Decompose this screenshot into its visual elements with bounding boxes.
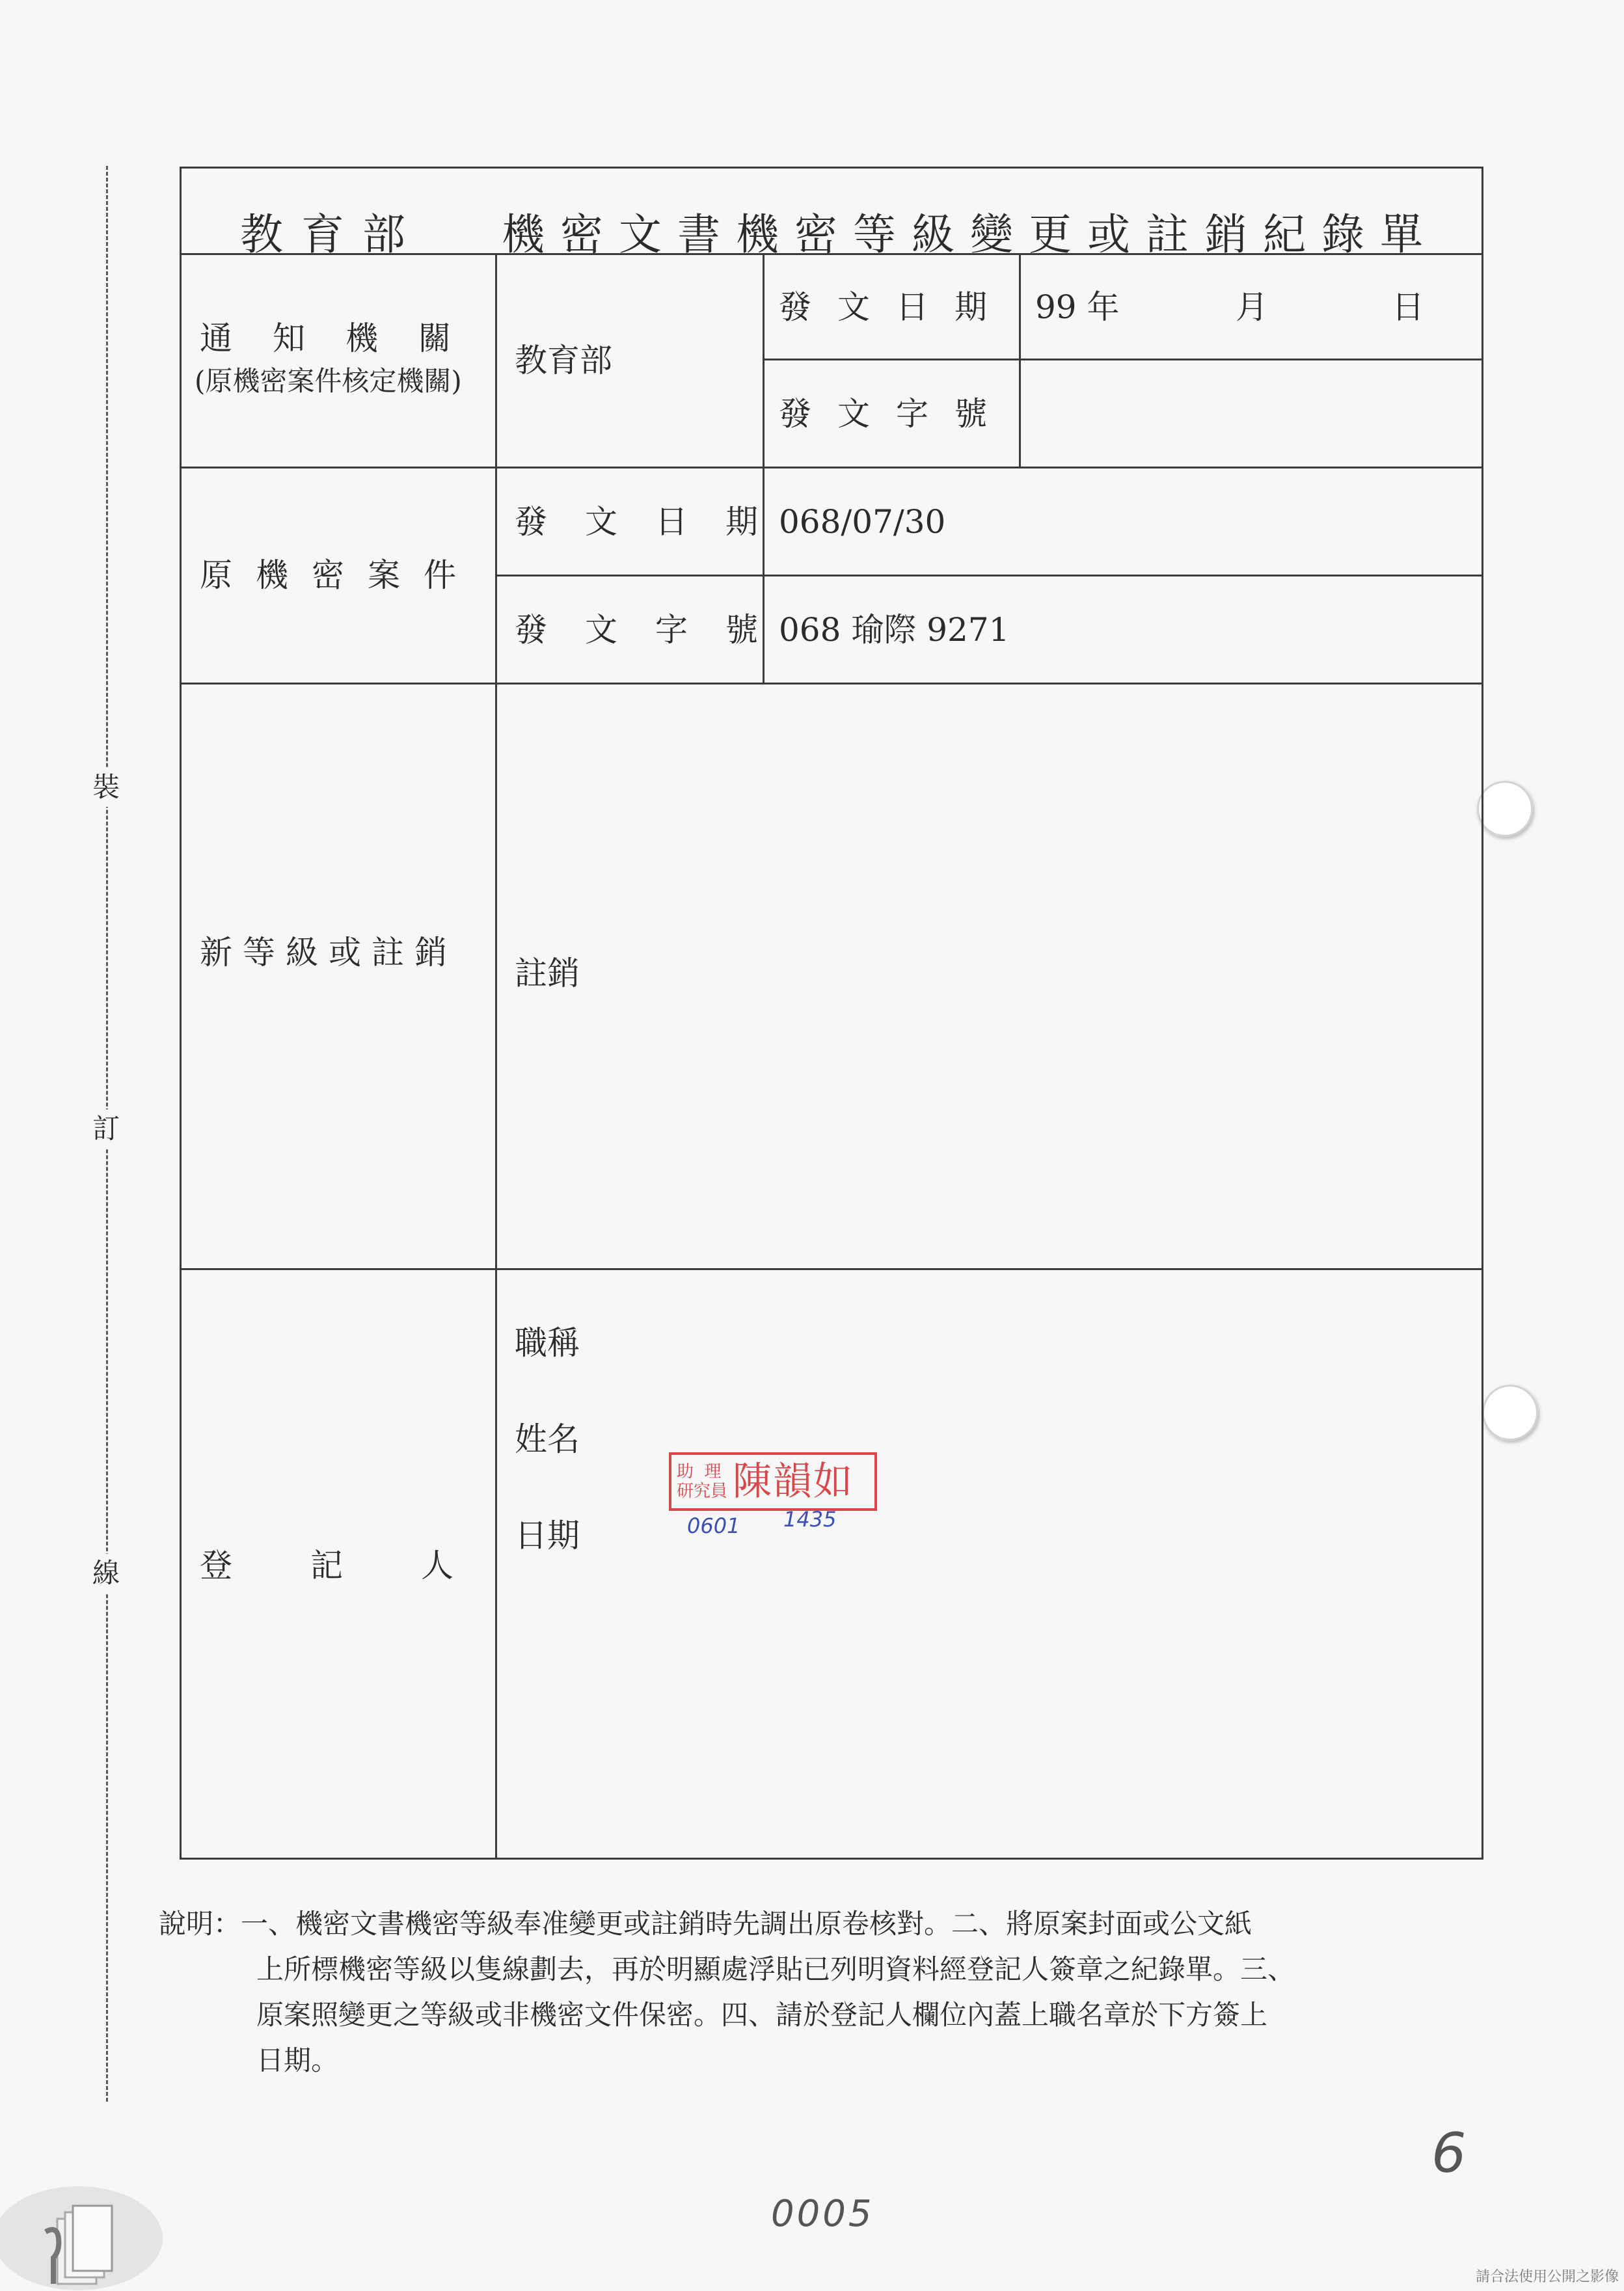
punch-hole-top [1477,781,1533,837]
rule-label-column [495,253,497,1859]
registrant-seal-stamp [669,1452,877,1511]
new-level-value: 註銷 [515,955,580,992]
record-form-table [180,167,1483,1860]
form-title-agency: 教育部 [240,210,424,260]
archive-logo-icon [0,2160,169,2290]
notify-agency-value: 教育部 [515,342,612,379]
seal-char-zhu: 助 [677,1462,694,1482]
notify-issue-year-unit: 年 [1087,288,1120,326]
notify-issue-day-unit: 日 [1392,288,1424,326]
original-doc-number-label: 發文字號 [515,611,796,649]
notify-agency-sublabel: (原機密案件核定機關) [195,365,462,397]
handwritten-date: 0601 [687,1513,740,1538]
seal-title-bottom [677,1482,727,1501]
registrant-name-label: 姓名 [515,1420,580,1458]
seal-char-yuan: 員 [710,1482,728,1501]
form-title [240,200,1439,262]
rule-notify-mid [763,359,1483,360]
original-issue-date-label: 發文日期 [515,503,796,541]
rule-original-valuecol [763,467,765,683]
form-notes [159,1901,1467,2083]
serial-number: 0005 [771,2193,874,2235]
notes-line-4: 日期。 [256,2044,339,2076]
page-number: 6 [1431,2121,1467,2185]
binding-mark-zhuang: 裝 [83,768,129,807]
notify-doc-number-label: 發文字號 [779,395,1013,433]
notify-issue-date-label: 發文日期 [779,288,1013,326]
seal-title [677,1462,727,1501]
registrant-title-label: 職稱 [515,1324,580,1362]
notify-issue-year-value: 99 [1035,288,1077,326]
original-case-label: 原機密案件 [200,556,480,594]
notify-issue-date-year [1035,288,1120,326]
seal-char-li: 理 [704,1462,722,1482]
notify-agency-label: 通知機關 [200,319,491,357]
punch-hole-bottom [1482,1385,1538,1441]
seal-char-yanjiu: 研究 [677,1482,711,1501]
notes-line-1: 說明：一、機密文書機密等級奉准變更或註銷時先調出原卷核對。二、將原案封面或公文紙 [159,1908,1252,1940]
registrant-label: 登記人 [200,1547,532,1584]
notify-issue-month-unit: 月 [1236,288,1268,326]
binding-mark-ding: 訂 [83,1109,129,1148]
rule-notify-subcol [763,253,765,467]
rule-newlevel-bottom [182,1268,1483,1270]
form-title-name: 機密文書機密等級變更或註銷紀錄單 [502,210,1439,260]
original-issue-date-value: 068/07/30 [779,503,946,541]
usage-watermark: 請合法使用公開之影像 [1475,2269,1619,2285]
rule-notify-valuecol [1019,253,1021,467]
binding-mark-xian: 線 [83,1554,129,1593]
handwritten-time: 1435 [783,1507,837,1532]
original-doc-number-value: 068 瑜際 9271 [779,611,1010,649]
registrant-date-label: 日期 [515,1517,580,1554]
rule-original-mid [495,575,1483,576]
notes-line-3: 原案照變更之等級或非機密文件保密。四、請於登記人欄位內蓋上職名章於下方簽上 [256,1999,1268,2031]
seal-name: 陳韻如 [733,1459,854,1504]
rule-notify-bottom [182,467,1483,468]
rule-original-bottom [182,683,1483,685]
notes-line-2: 上所標機密等級以隻線劃去，再於明顯處浮貼已列明資料經登記人簽章之紀錄單。三、 [256,1953,1295,1985]
new-level-label: 新等級或註銷 [200,934,457,971]
seal-title-top [677,1462,727,1482]
